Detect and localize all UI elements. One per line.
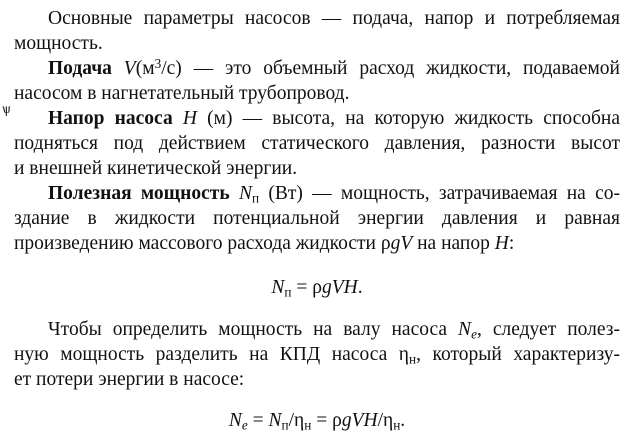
paragraph-4-line-1 — [14, 181, 620, 206]
text: на напор — [412, 233, 495, 254]
formula-div: /η — [288, 410, 305, 431]
margin-mark: ѱ — [2, 102, 11, 117]
term-podacha: Подача — [48, 58, 112, 79]
formula-end: . — [400, 410, 406, 431]
formula-div-sub: н — [304, 417, 312, 433]
formula-div2-sub: н — [393, 417, 401, 433]
symbol-gv: gV — [390, 233, 413, 254]
text: — это объемный расход жидкости, подаваемой — [193, 58, 620, 79]
text: ную мощность разделить на КПД насоса η — [14, 344, 409, 365]
term-napor: Напор насоса — [48, 108, 173, 129]
paragraph-3-line-1 — [14, 106, 620, 131]
text: насосом в нагнетательный трубопровод. — [14, 83, 350, 104]
paragraph-1-line-1 — [14, 6, 620, 31]
text: здание в жидкости потенциальной энергии давления и равная — [14, 208, 620, 229]
eta-sub: н — [408, 351, 417, 367]
formula-rhs: gVH — [321, 277, 358, 298]
formula-lhs-sub: e — [241, 417, 248, 433]
unit-sup: 3 — [154, 56, 162, 72]
text: подняться под действием статического давления, разности высот — [14, 133, 620, 154]
paragraph-2-line-2 — [14, 81, 620, 106]
text: произведению массового расхода жидкости ρ — [14, 233, 391, 254]
symbol-sub: п — [251, 190, 260, 206]
paragraph-5-line-3 — [14, 367, 620, 392]
unit-open: (м — [135, 58, 155, 79]
paragraph-4-line-3 — [14, 231, 620, 256]
unit-close: /с) — [161, 58, 182, 79]
symbol-h: H — [494, 233, 509, 254]
formula-lhs-sub: п — [284, 284, 292, 300]
symbol-ne-sub: e — [471, 326, 477, 342]
symbol-n: N — [238, 183, 252, 204]
paragraph-3-line-3 — [14, 156, 620, 181]
text: , который характеризу- — [416, 344, 620, 365]
text: ет потери энергии в насосе: — [14, 369, 245, 390]
formula-useful-power — [14, 273, 620, 303]
formula-eq2: = ρ — [311, 410, 342, 431]
formula-rhs: gVH — [341, 410, 378, 431]
formula-n-sub: п — [281, 417, 289, 433]
text: Основные параметры насосов — подача, напор и потребляемая — [48, 8, 620, 29]
text: мощность. — [14, 33, 103, 54]
formula-n: N — [268, 410, 282, 431]
formula-lhs: N — [228, 410, 242, 431]
formula-eq: = — [247, 410, 269, 431]
text: и внешней кинетической энергии. — [14, 158, 298, 179]
paragraph-2-line-1 — [14, 56, 620, 81]
paragraph-5-line-1 — [14, 317, 620, 342]
text: , следует полез- — [476, 319, 620, 340]
symbol-v: V — [123, 58, 136, 79]
formula-end: . — [357, 277, 363, 298]
formula-div2: /η — [377, 410, 394, 431]
formula-eq: = ρ — [291, 277, 322, 298]
paragraph-5-line-2 — [14, 342, 620, 367]
paragraph-4-line-2 — [14, 206, 620, 231]
text: Чтобы определить мощность на валу насоса — [48, 319, 459, 340]
paragraph-3-line-2 — [14, 131, 620, 156]
term-poleznaya-moshchnost: Полезная мощность — [48, 183, 230, 204]
text: (м) — высота, на которую жидкость способна — [207, 108, 620, 129]
symbol-ne: N — [458, 319, 472, 340]
text: (Вт) — мощность, затрачиваемая на со- — [268, 183, 621, 204]
symbol-h: H — [182, 108, 197, 129]
formula-shaft-power — [14, 406, 620, 436]
text: : — [508, 233, 515, 254]
document-page — [14, 6, 620, 436]
paragraph-1-line-2 — [14, 31, 620, 56]
formula-lhs: N — [271, 277, 285, 298]
